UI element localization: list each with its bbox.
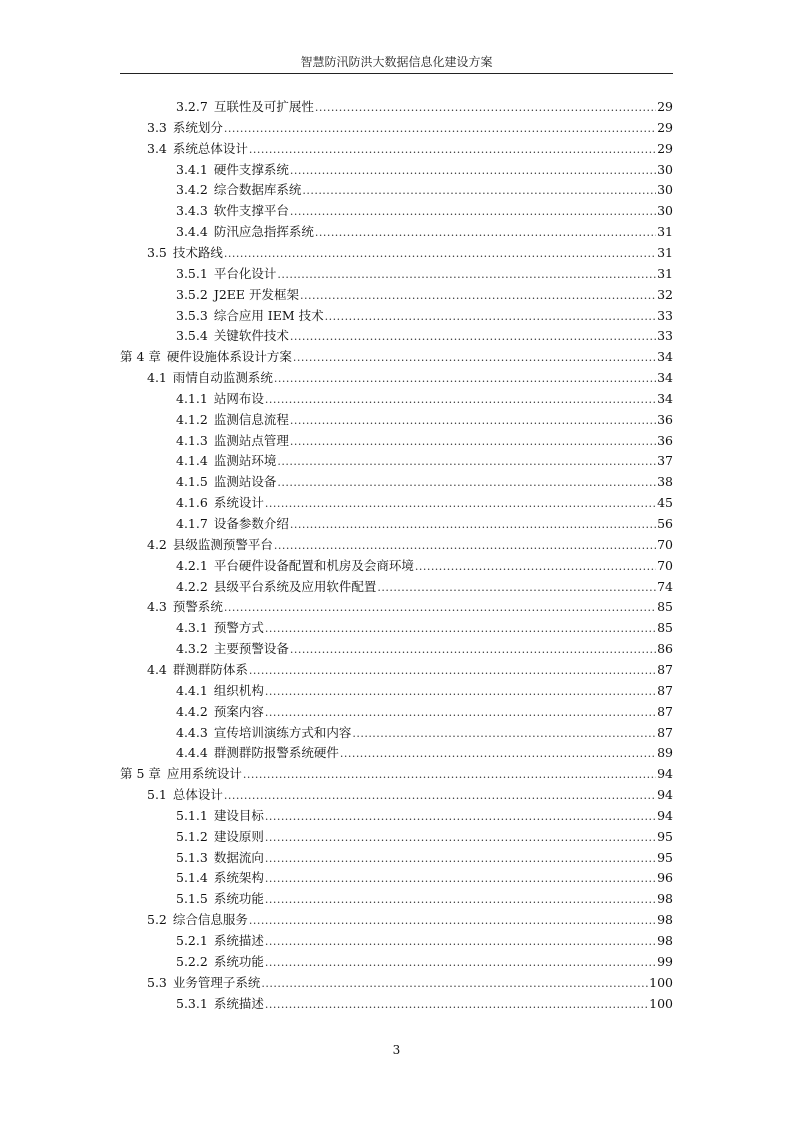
toc-entry-number: 4.3.1 (176, 620, 208, 636)
toc-entry-number: 第 5 章 (120, 766, 161, 782)
toc-entry-number: 4.1.4 (176, 453, 208, 469)
toc-entry-number: 5.1.3 (176, 849, 208, 865)
toc-entry-number: 5.1.5 (176, 891, 208, 907)
toc-entry-label (147, 535, 273, 555)
toc-leader-dots (265, 807, 656, 827)
toc-entry-label (176, 410, 289, 430)
toc-entry[interactable] (176, 389, 673, 409)
toc-leader-dots (293, 348, 656, 368)
toc-entry-title: 关键软件技术 (213, 328, 289, 344)
toc-entry-label (147, 118, 223, 138)
toc-entry-label (176, 306, 324, 326)
toc-entry-title: 数据流向 (213, 849, 264, 865)
toc-entry-page: 29 (657, 99, 673, 114)
toc-entry-title: 预警系统 (172, 599, 223, 615)
toc-entry-title: 综合数据库系统 (213, 182, 302, 198)
toc-entry-label (176, 222, 314, 242)
toc-entry[interactable] (176, 639, 673, 659)
toc-leader-dots (290, 411, 656, 431)
toc-entry[interactable] (176, 431, 673, 451)
toc-leader-dots (325, 307, 656, 327)
toc-entry-page: 30 (657, 182, 673, 198)
toc-entry-title: 预案内容 (213, 703, 264, 719)
toc-entry[interactable] (176, 806, 673, 826)
toc-entry-number: 3.5.2 (176, 286, 208, 302)
toc-entry-page: 34 (657, 390, 673, 406)
toc-entry-page: 70 (657, 536, 673, 552)
toc-entry-page: 87 (657, 703, 673, 719)
toc-entry-title: 监测信息流程 (213, 411, 289, 427)
toc-entry-label (147, 597, 223, 617)
toc-leader-dots (277, 473, 656, 493)
toc-leader-dots (274, 369, 656, 389)
toc-entry[interactable] (176, 827, 673, 847)
toc-entry-label (176, 97, 314, 117)
toc-entry-title: 监测站环境 (213, 453, 277, 469)
toc-entry-title: 软件支撑平台 (213, 203, 289, 219)
toc-leader-dots (265, 849, 656, 869)
toc-entry-number: 3.4.3 (176, 203, 208, 219)
toc-entry[interactable] (176, 681, 673, 701)
toc-entry[interactable] (147, 243, 673, 263)
toc-leader-dots (265, 995, 648, 1015)
toc-entry[interactable] (147, 139, 673, 159)
toc-entry-title: 群测群防体系 (172, 661, 248, 677)
toc-entry-page: 38 (657, 474, 673, 490)
toc-entry-title: 系统功能 (213, 953, 264, 969)
toc-entry-page: 74 (657, 578, 673, 594)
toc-entry-number: 4.4.2 (176, 703, 208, 719)
toc-leader-dots (249, 140, 656, 160)
toc-entry[interactable] (147, 535, 673, 555)
toc-leader-dots (302, 181, 656, 201)
toc-entry-number: 5.2 (147, 912, 167, 928)
toc-leader-dots (315, 223, 656, 243)
toc-entry-label (176, 326, 289, 346)
toc-entry-title: 设备参数介绍 (213, 516, 289, 531)
toc-entry[interactable] (176, 264, 673, 284)
toc-entry-page: 32 (657, 286, 673, 302)
toc-entry[interactable] (176, 556, 673, 576)
toc-leader-dots (265, 932, 656, 952)
toc-entry[interactable] (176, 160, 673, 180)
toc-entry-number: 4.1.1 (176, 390, 208, 406)
toc-entry-title: 建设原则 (213, 828, 264, 844)
toc-entry-label (176, 556, 414, 576)
toc-entry-title: 硬件支撑系统 (213, 161, 289, 177)
toc-entry-page: 36 (657, 432, 673, 448)
toc-leader-dots (277, 265, 656, 285)
toc-entry-number: 5.2.1 (176, 933, 208, 948)
toc-entry-page: 100 (649, 995, 673, 1011)
toc-leader-dots (290, 161, 656, 181)
toc-leader-dots (274, 536, 656, 556)
toc-entry[interactable] (176, 472, 673, 492)
toc-entry-page: 29 (657, 119, 673, 135)
toc-entry-label (147, 243, 223, 263)
toc-leader-dots (249, 911, 656, 931)
toc-entry-label (176, 868, 264, 888)
toc-entry[interactable] (147, 118, 673, 138)
toc-entry-page: 87 (657, 724, 673, 740)
toc-entry-title: 技术路线 (172, 244, 223, 260)
toc-entry-title: 监测站点管理 (213, 432, 289, 448)
toc-entry-title: 组织机构 (213, 682, 264, 698)
toc-entry-number: 4.2.1 (176, 557, 208, 573)
toc-entry-title: 县级平台系统及应用软件配置 (213, 578, 377, 594)
toc-leader-dots (224, 119, 656, 139)
toc-entry[interactable] (176, 952, 673, 972)
toc-leader-dots (224, 244, 656, 264)
toc-entry[interactable] (176, 201, 673, 221)
toc-entry-page: 96 (657, 870, 673, 886)
toc-entry-number: 5.2.2 (176, 953, 208, 969)
toc-leader-dots (265, 890, 656, 910)
toc-entry-number: 4.4.1 (176, 682, 208, 698)
toc-entry-label (176, 827, 264, 847)
toc-entry-title: 平台硬件设备配置和机房及会商环境 (213, 557, 414, 573)
toc-leader-dots (261, 974, 648, 994)
toc-entry-label (176, 389, 264, 409)
toc-entry-number: 4.1.6 (176, 495, 208, 511)
toc-entry-number: 3.4.1 (176, 161, 208, 177)
toc-entry-label (176, 743, 339, 763)
toc-entry-title: 系统划分 (172, 119, 223, 135)
toc-entry[interactable] (176, 848, 673, 868)
toc-entry[interactable] (120, 347, 673, 367)
toc-entry-label (147, 368, 273, 388)
toc-entry-number: 4.3 (147, 599, 167, 615)
toc-entry-label (176, 994, 264, 1014)
toc-entry-page: 95 (657, 828, 673, 844)
toc-entry-label (176, 931, 264, 951)
toc-entry[interactable] (176, 931, 673, 951)
toc-leader-dots (315, 98, 656, 118)
toc-leader-dots (265, 494, 656, 514)
toc-entry-label (147, 660, 248, 680)
toc-entry[interactable] (176, 180, 673, 200)
toc-entry-page: 85 (657, 620, 673, 636)
toc-entry-page: 45 (657, 495, 673, 511)
toc-entry-number: 5.1 (147, 787, 167, 803)
toc-leader-dots (249, 661, 656, 681)
toc-entry-title: 雨情自动监测系统 (172, 370, 273, 386)
toc-entry-title: 系统架构 (213, 870, 264, 886)
toc-entry-label (176, 681, 264, 701)
toc-entry-number: 4.1 (147, 370, 167, 386)
toc-entry[interactable] (176, 889, 673, 909)
toc-entry-number: 5.1.2 (176, 828, 208, 844)
toc-entry-title: 防汛应急指挥系统 (213, 224, 314, 240)
toc-entry-title: 主要预警设备 (213, 641, 289, 657)
toc-entry-number: 5.1.1 (176, 807, 208, 823)
toc-entry-label (176, 201, 289, 221)
toc-entry-label (176, 472, 276, 492)
toc-entry-label (176, 639, 289, 659)
toc-leader-dots (290, 327, 656, 347)
page-header-title: 智慧防汛防洪大数据信息化建设方案 (300, 55, 493, 69)
toc-entry-number: 4.4.3 (176, 724, 208, 740)
toc-entry-number: 3.4 (147, 140, 167, 156)
toc-entry-number: 3.4.4 (176, 224, 208, 240)
toc-entry[interactable] (176, 618, 673, 638)
toc-entry[interactable] (176, 723, 673, 743)
toc-entry-page: 86 (657, 641, 673, 657)
toc-entry-label (147, 139, 248, 159)
toc-entry-label (176, 702, 264, 722)
toc-entry-number: 5.3.1 (176, 995, 208, 1011)
toc-entry-number: 3.5 (147, 244, 167, 260)
toc-entry-title: 硬件设施体系设计方案 (166, 349, 292, 365)
toc-leader-dots (415, 557, 656, 577)
toc-entry[interactable] (176, 702, 673, 722)
toc-leader-dots (290, 640, 656, 660)
toc-leader-dots (377, 578, 656, 598)
toc-entry-title: 平台化设计 (213, 265, 277, 281)
toc-leader-dots (290, 515, 656, 535)
toc-entry-title: 县级监测预警平台 (172, 536, 273, 552)
toc-entry-page: 56 (657, 516, 673, 531)
toc-entry[interactable] (176, 410, 673, 430)
toc-leader-dots (290, 202, 656, 222)
toc-entry-title: 宣传培训演练方式和内容 (213, 724, 352, 740)
toc-entry-title: 系统描述 (213, 933, 264, 948)
toc-entry-label (120, 764, 242, 784)
toc-entry-page: 99 (657, 953, 673, 969)
toc-entry-title: 综合信息服务 (172, 912, 248, 928)
toc-entry-title: 系统总体设计 (172, 140, 248, 156)
toc-entry-number: 第 4 章 (120, 349, 161, 365)
toc-leader-dots (290, 432, 656, 452)
toc-entry-label (176, 451, 276, 471)
toc-entry-label (176, 514, 289, 534)
toc-entry-number: 3.5.4 (176, 328, 208, 344)
toc-entry-number: 4.2 (147, 536, 167, 552)
toc-leader-dots (224, 786, 656, 806)
toc-entry-label (176, 952, 264, 972)
toc-entry-title: 建设目标 (213, 807, 264, 823)
toc-entry-page: 85 (657, 599, 673, 615)
toc-entry-title: 系统设计 (213, 495, 264, 511)
toc-entry[interactable] (176, 451, 673, 471)
toc-entry-page: 31 (657, 265, 673, 281)
toc-entry-page: 33 (657, 307, 673, 323)
toc-entry-number: 3.2.7 (176, 99, 208, 114)
toc-leader-dots (340, 744, 656, 764)
toc-entry-label (176, 848, 264, 868)
toc-entry-title: 系统功能 (213, 891, 264, 907)
toc-entry-page: 31 (657, 224, 673, 240)
toc-entry-number: 3.4.2 (176, 182, 208, 198)
toc-entry[interactable] (176, 326, 673, 346)
toc-leader-dots (277, 452, 656, 472)
toc-entry-number: 3.5.1 (176, 265, 208, 281)
toc-entry-label (147, 973, 260, 993)
toc-entry-number: 4.1.3 (176, 432, 208, 448)
toc-entry[interactable] (147, 785, 673, 805)
toc-entry-page: 30 (657, 161, 673, 177)
toc-entry-label (176, 577, 376, 597)
toc-entry-title: 业务管理子系统 (172, 974, 261, 990)
toc-entry[interactable] (147, 597, 673, 617)
toc-entry[interactable] (176, 493, 673, 513)
toc-entry-label (176, 180, 301, 200)
toc-entry-title: J2EE 开发框架 (213, 286, 299, 302)
page-number: 3 (392, 1043, 401, 1057)
toc-leader-dots (300, 286, 656, 306)
header-rule (120, 73, 673, 74)
toc-entry-title: 互联性及可扩展性 (213, 99, 314, 114)
toc-leader-dots (265, 828, 656, 848)
toc-entry-label (176, 618, 264, 638)
toc-leader-dots (265, 869, 656, 889)
toc-entry-number: 5.3 (147, 974, 167, 990)
toc-entry-label (176, 723, 351, 743)
toc-entry-page: 31 (657, 244, 673, 260)
toc-entry-page: 37 (657, 453, 673, 469)
toc-entry[interactable] (176, 994, 673, 1014)
toc-entry-title: 预警方式 (213, 620, 264, 636)
toc-entry-page: 70 (657, 557, 673, 573)
toc-entry-number: 4.1.7 (176, 516, 208, 531)
toc-entry[interactable] (176, 285, 673, 305)
toc-entry-page: 98 (657, 912, 673, 928)
toc-entry-title: 总体设计 (172, 787, 223, 803)
toc-entry-title: 系统描述 (213, 995, 264, 1011)
toc-entry[interactable] (147, 910, 673, 930)
toc-entry-page: 98 (657, 891, 673, 907)
toc-entry[interactable] (147, 660, 673, 680)
toc-entry-number: 4.2.2 (176, 578, 208, 594)
toc-entry[interactable] (120, 764, 673, 784)
toc-entry[interactable] (176, 577, 673, 597)
toc-entry[interactable] (176, 222, 673, 242)
toc-entry-label (176, 493, 264, 513)
toc-entry-label (176, 264, 276, 284)
toc-entry-title: 站网布设 (213, 390, 264, 406)
toc-entry-page: 87 (657, 661, 673, 677)
toc-entry-label (176, 160, 289, 180)
toc-entry-label (176, 285, 299, 305)
toc-leader-dots (265, 390, 656, 410)
toc-entry-title: 综合应用 IEM 技术 (213, 307, 324, 323)
toc-entry-title: 群测群防报警系统硬件 (213, 745, 339, 761)
toc-entry-page: 34 (657, 349, 673, 365)
toc-entry-label (176, 889, 264, 909)
toc-entry-number: 4.4 (147, 661, 167, 677)
toc-entry-page: 100 (649, 974, 673, 990)
toc-entry-number: 3.5.3 (176, 307, 208, 323)
toc-entry-title: 应用系统设计 (166, 766, 242, 782)
toc-leader-dots (265, 619, 656, 639)
toc-entry-number: 4.1.5 (176, 474, 208, 490)
toc-entry[interactable] (147, 368, 673, 388)
toc-entry-number: 3.3 (147, 119, 167, 135)
toc-entry-label (147, 910, 248, 930)
toc-entry-number: 4.3.2 (176, 641, 208, 657)
toc-entry[interactable] (176, 868, 673, 888)
toc-entry[interactable] (176, 97, 673, 117)
toc-entry-page: 36 (657, 411, 673, 427)
toc-entry[interactable] (176, 743, 673, 763)
toc-entry-page: 33 (657, 328, 673, 344)
toc-leader-dots (352, 724, 656, 744)
toc-entry-number: 4.1.2 (176, 411, 208, 427)
toc-entry-page: 30 (657, 203, 673, 219)
toc-entry-label (176, 431, 289, 451)
toc-entry-page: 34 (657, 370, 673, 386)
toc-entry-label (176, 806, 264, 826)
toc-entry-label (120, 347, 292, 367)
toc-entry[interactable] (176, 306, 673, 326)
toc-entry-page: 29 (657, 140, 673, 156)
toc-entry-page: 94 (657, 787, 673, 803)
toc-leader-dots (265, 682, 656, 702)
toc-entry-number: 5.1.4 (176, 870, 208, 886)
toc-entry-number: 4.4.4 (176, 745, 208, 761)
toc-entry-page: 94 (657, 807, 673, 823)
toc-entry-label (147, 785, 223, 805)
toc-entry-page: 89 (657, 745, 673, 761)
toc-leader-dots (265, 703, 656, 723)
toc-entry-page: 94 (657, 766, 673, 782)
toc-leader-dots (224, 598, 656, 618)
toc-entry-page: 87 (657, 682, 673, 698)
toc-entry-page: 98 (657, 933, 673, 948)
toc-leader-dots (265, 953, 656, 973)
toc-entry-title: 监测站设备 (213, 474, 277, 490)
toc-leader-dots (243, 765, 656, 785)
toc-entry[interactable] (176, 514, 673, 534)
toc-entry[interactable] (147, 973, 673, 993)
toc-entry-page: 95 (657, 849, 673, 865)
